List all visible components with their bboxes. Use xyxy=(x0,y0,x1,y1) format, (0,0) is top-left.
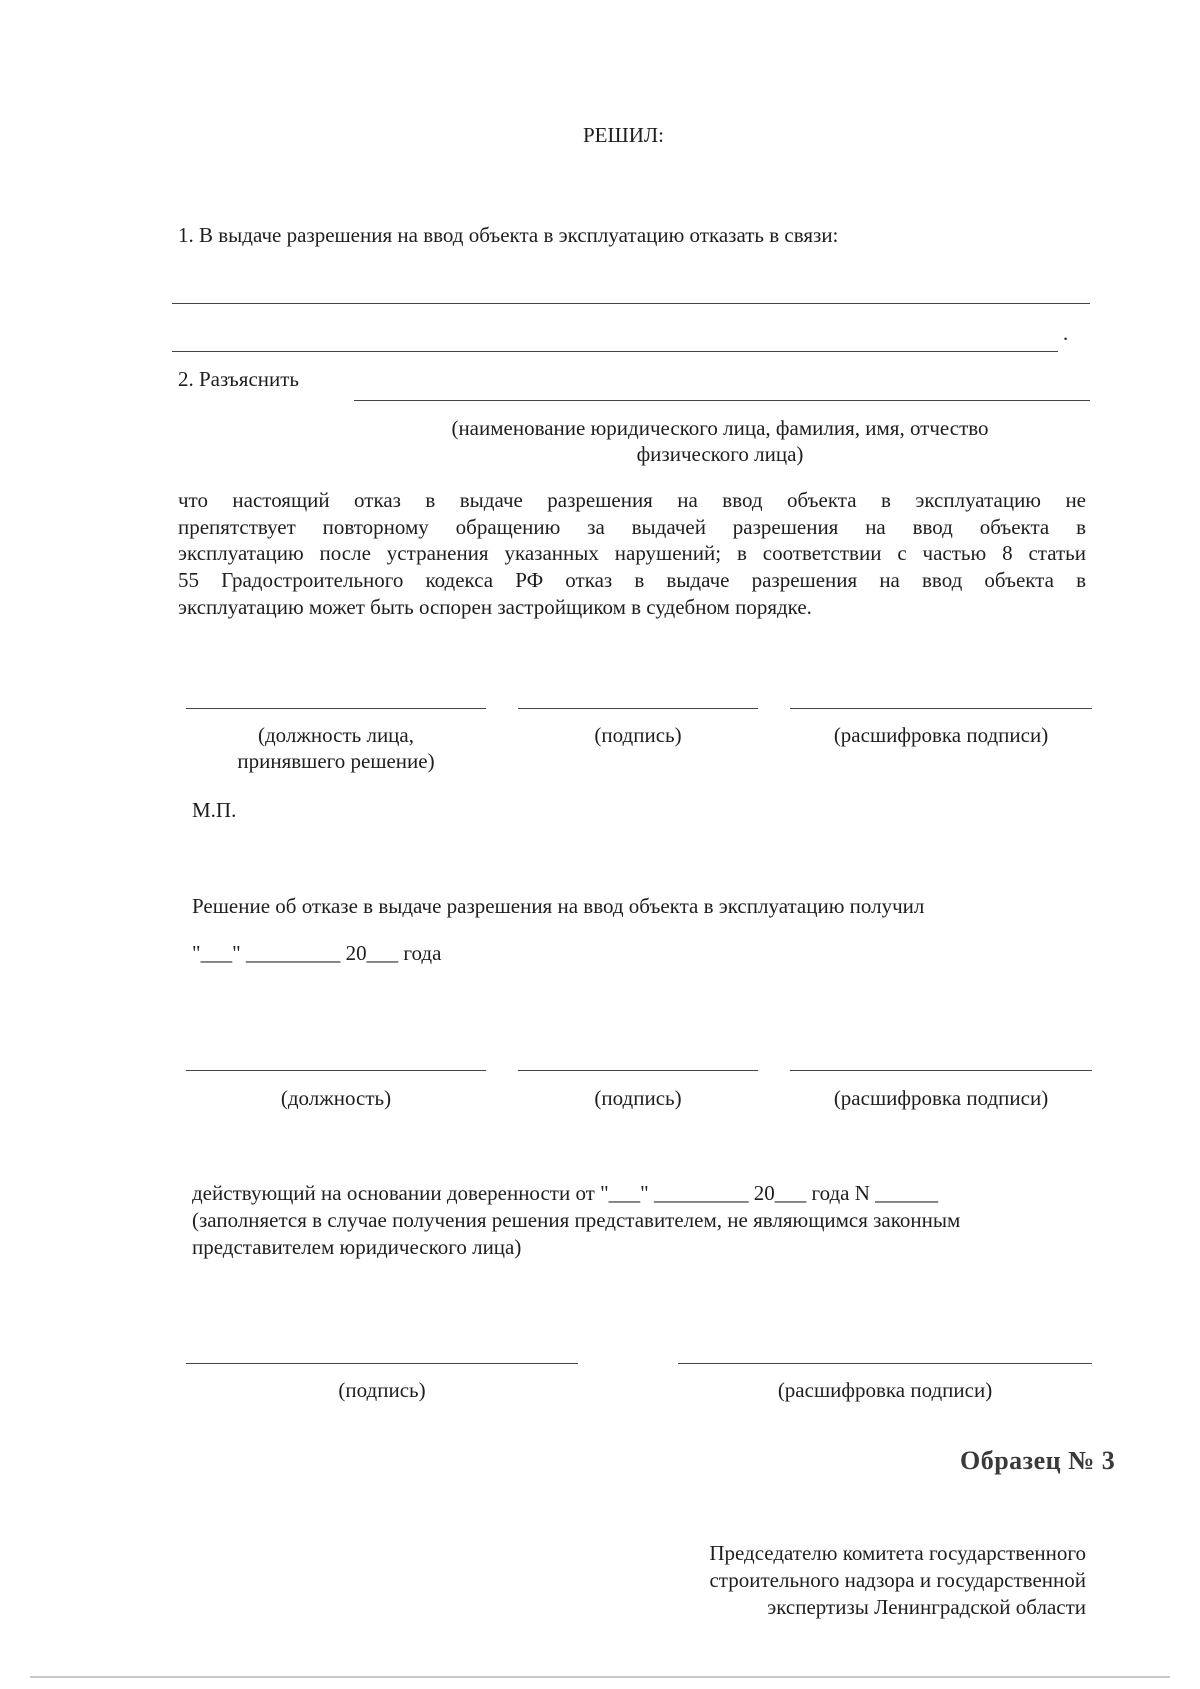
sig2-signature-line xyxy=(518,1070,758,1071)
received-date: "___" _________ 20___ года xyxy=(192,941,442,965)
reason-line-period: . xyxy=(1063,321,1069,345)
scan-edge-line xyxy=(30,1676,1170,1678)
explanation-line-1: что настоящий отказ в выдаче разрешения на ввод объекта в эксплуатацию не xyxy=(178,488,1086,512)
sig1-position-caption-2: принявшего решение) xyxy=(237,749,435,773)
proxy-line-3: представителем юридического лица) xyxy=(192,1235,522,1259)
proxy-line-1: действующий на основании доверенности от "___" _________ 20___ года N ______ xyxy=(192,1181,939,1205)
sig1-decoding-line xyxy=(790,708,1092,709)
sig1-decoding-caption: (расшифровка подписи) xyxy=(833,723,1049,747)
sample-label: Образец № 3 xyxy=(960,1446,1116,1475)
addressee-line-3: экспертизы Ленинградской области xyxy=(767,1595,1086,1619)
applicant-caption-line-2: физического лица) xyxy=(636,442,804,466)
decision-heading: РЕШИЛ: xyxy=(583,123,664,147)
item-1-text: 1. В выдаче разрешения на ввод объекта в эксплуатацию отказать в связи: xyxy=(178,223,839,247)
sig1-signature-caption: (подпись) xyxy=(594,723,682,747)
reason-line-1 xyxy=(172,303,1090,304)
received-text: Решение об отказе в выдаче разрешения на ввод объекта в эксплуатацию получил xyxy=(192,894,925,918)
explanation-line-2: препятствует повторному обращению за выдачей разрешения на ввод объекта в xyxy=(178,515,1086,539)
sig2-position-line xyxy=(186,1070,486,1071)
sig2-position-caption: (должность) xyxy=(280,1086,392,1110)
addressee-line-1: Председателю комитета государственного xyxy=(709,1541,1086,1565)
sig3-signature-caption: (подпись) xyxy=(338,1378,426,1402)
sig3-decoding-caption: (расшифровка подписи) xyxy=(777,1378,993,1402)
sig2-decoding-line xyxy=(790,1070,1092,1071)
sig2-signature-caption: (подпись) xyxy=(594,1086,682,1110)
addressee-line-2: строительного надзора и государственной xyxy=(709,1568,1086,1592)
applicant-caption-line-1: (наименование юридического лица, фамилия, имя, отчество xyxy=(451,416,989,440)
stamp-label: М.П. xyxy=(192,798,237,822)
sig1-position-line xyxy=(186,708,486,709)
explanation-line-4: 55 Градостроительного кодекса РФ отказ в выдаче разрешения на ввод объекта в xyxy=(178,568,1086,592)
sig3-signature-line xyxy=(186,1363,578,1364)
sig1-position-caption-1: (должность лица, xyxy=(257,723,414,747)
item-2-label: 2. Разъяснить xyxy=(178,367,300,391)
applicant-name-line xyxy=(354,400,1090,401)
sig2-decoding-caption: (расшифровка подписи) xyxy=(833,1086,1049,1110)
explanation-line-5: эксплуатацию может быть оспорен застройщиком в судебном порядке. xyxy=(178,595,812,619)
sig1-signature-line xyxy=(518,708,758,709)
proxy-line-2: (заполняется в случае получения решения представителем, не являющимся законным xyxy=(192,1208,961,1232)
reason-line-2 xyxy=(172,351,1058,352)
explanation-line-3: эксплуатацию после устранения указанных нарушений; в соответствии с частью 8 статьи xyxy=(178,541,1086,565)
sig3-decoding-line xyxy=(678,1363,1092,1364)
